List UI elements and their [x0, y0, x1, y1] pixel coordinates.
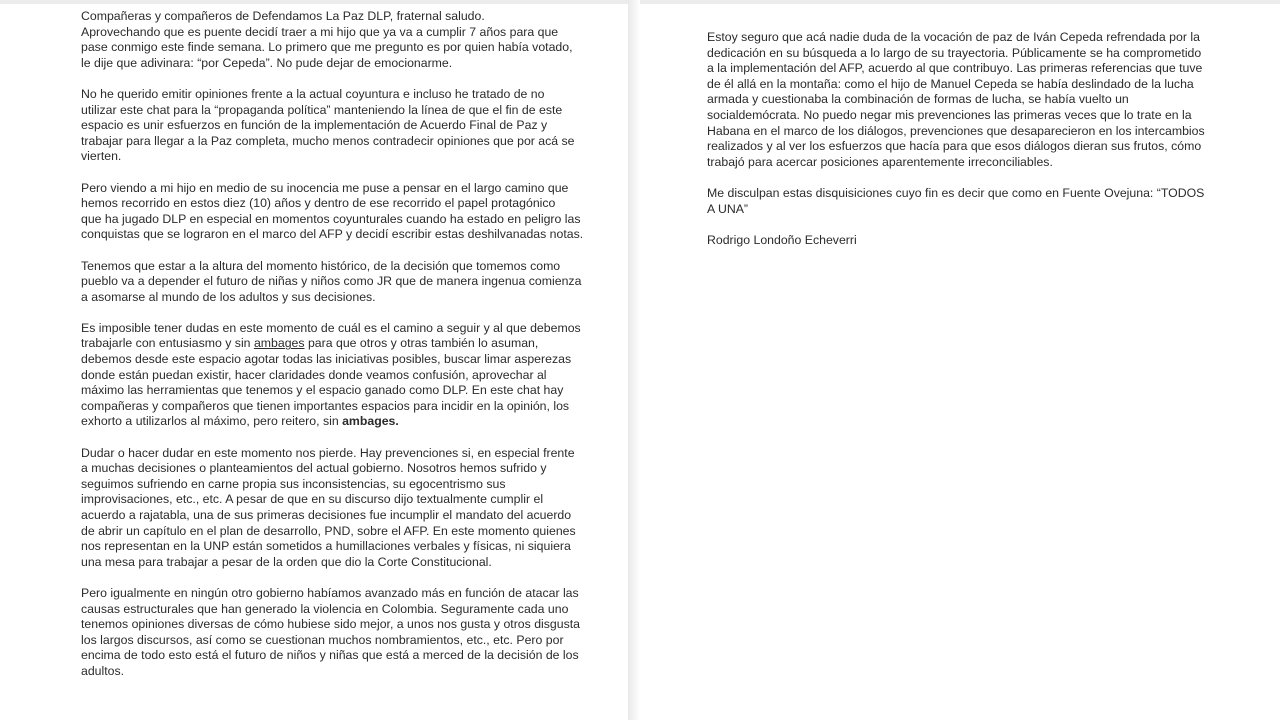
text-line: vierten. — [81, 149, 122, 164]
text-line: le dije que adivinara: “por Cepeda”. No pude dejar de emocionarme. — [81, 55, 453, 70]
text-segment: donde están puedan existir, hacer claridades donde veamos confusión, aprovechar al — [81, 367, 547, 382]
text-line: Pero viendo a mi hijo en medio de su inocencia me puse a pensar en el largo camino que — [81, 180, 569, 195]
text-line: pueblo va a depender el futuro de niñas y niños como JR que de manera ingenua comienza — [81, 274, 582, 289]
text-segment: compañeras y compañeros que tienen importantes espacios para incidir en la opinión, los — [81, 398, 570, 413]
letter-paragraph — [81, 258, 582, 306]
text-segment: debemos desde este espacio agotar todas las iniciativas posibles, buscar limar asperezas — [81, 352, 572, 367]
text-line — [81, 336, 577, 352]
letter-paragraph — [707, 186, 1203, 217]
text-line: armada y cuestionaba la combinación de formas de lucha, se había vuelto un — [707, 92, 1129, 107]
paragraph-gap — [81, 305, 577, 321]
text-segment: Es imposible tener dudas en este momento de cuál es el camino a seguir y al que debemos — [81, 320, 581, 335]
letter-text-column — [81, 9, 584, 680]
text-line — [81, 414, 577, 430]
text-line: Habana en el marco de los diálogos, prevenciones que desaparecieron en los intercambios — [707, 123, 1205, 138]
page-gutter — [628, 0, 640, 720]
paragraph-gap — [81, 243, 577, 259]
text-line — [81, 320, 581, 337]
letter-text-column — [707, 30, 1203, 248]
letter-page-left — [0, 0, 628, 720]
text-line: conquistas que se lograron en el marco del AFP y decidí escribir estas deshilvanadas notas. — [81, 227, 584, 242]
letter-page-right — [640, 0, 1280, 720]
letter-paragraph — [707, 233, 1203, 249]
text-line: una mesa para trabajar a pesar de la orden que dio la Corte Constitucional. — [81, 554, 492, 569]
text-line: A UNA” — [707, 201, 748, 216]
text-line: que ha jugado DLP en especial en momentos coyunturales cuando ha estado en peligro las — [81, 211, 581, 226]
text-line: acuerdo a rajatabla, una de sus primeras decisiones fue incumplir el mandato del acuerdo — [81, 508, 572, 522]
paragraph-gap — [707, 217, 1203, 233]
paragraph-gap — [81, 570, 577, 586]
text-line: hemos recorrido en estos diez (10) años y dentro de ese recorrido el papel protagónico — [81, 196, 556, 211]
text-line: nos representan en la UNP están sometidos a humillaciones verbales y físicas, ni siquiera — [81, 539, 571, 554]
text-line: Me disculpan estas disquisiciones cuyo fin es decir que como en Fuente Ovejuna: “TODOS — [707, 185, 1205, 200]
letter-paragraph — [81, 9, 577, 71]
text-line: Estoy seguro que acá nadie duda de la vocación de paz de Iván Cepeda refrendada por la — [707, 30, 1200, 44]
text-line: a la implementación del AFP, acuerdo al que contribuyo. Las primeras referencias que tuve — [707, 61, 1203, 76]
letter-paragraph — [81, 585, 580, 680]
text-line: Rodrigo Londoño Echeverri — [707, 232, 857, 247]
text-line: dedicación en su búsqueda a lo largo de su trayectoria. Públicamente se ha comprometido — [707, 45, 1202, 60]
letter-paragraph — [81, 320, 581, 430]
text-line: Tenemos que estar a la altura del momento histórico, de la decisión que tomemos como — [81, 258, 561, 273]
text-line: de abrir un capítulo en el plan de desarrollo, PND, sobre el AFP. En este momento quienes — [81, 523, 576, 538]
letter-paragraph — [81, 180, 584, 243]
text-line — [81, 383, 577, 399]
page-top-shade — [640, 0, 1280, 4]
emphasis-underlined: ambages — [253, 336, 305, 351]
letter-paragraph — [707, 30, 1203, 170]
text-line: Aprovechando que es puente decidí traer a mi hijo que ya va a cumplir 7 años para que — [81, 24, 559, 39]
text-line: Dudar o hacer dudar en este momento nos pierde. Hay prevenciones si, en especial frente — [81, 445, 575, 460]
text-line: espacio es unir esfuerzos en función de la implementación de Acuerdo Final de Paz y — [81, 118, 548, 133]
emphasis-bold: ambages. — [342, 414, 399, 429]
text-line: tenemos opiniones diversas de cómo hubiese sido mejor, a unos nos gusta y otros disgusta — [81, 617, 580, 632]
text-line: adultos. — [81, 663, 125, 678]
paragraph-gap — [81, 71, 577, 87]
letter-paragraph — [81, 87, 577, 165]
text-line: de él allá en la montaña: como el hijo de Manuel Cepeda se había deslindado de la lucha — [707, 76, 1194, 91]
paragraph-gap — [81, 430, 577, 446]
page-top-shade — [0, 0, 628, 4]
text-line — [81, 399, 577, 415]
paragraph-gap — [707, 170, 1203, 186]
letter-paragraph — [81, 446, 577, 571]
text-line: pase conmigo este finde semana. Lo primero que me pregunto es por quien había votado, — [81, 40, 573, 55]
text-line: los largos discursos, así como se cuestionan muchos nombramientos, etc., etc. Pero por — [81, 632, 564, 647]
text-segment: exhorto a utilizarlos al máximo, pero reitero, sin — [81, 414, 343, 429]
text-segment: para que otros y otras también lo asuman, — [304, 336, 539, 351]
text-line: improvisaciones, etc., etc. A pesar de que en su discurso dijo textualmente cumplir el — [81, 492, 544, 507]
text-line: a muchas decisiones o planteamientos del actual gobierno. Nosotros hemos sufrido y — [81, 461, 547, 476]
text-line: encima de todo esto está el futuro de niños y niñas que está a merced de la decisión de los — [81, 648, 579, 663]
text-segment: máximo las herramientas que tenemos y el espacio ganado como DLP. En este chat hay — [81, 383, 564, 398]
text-line: a asomarse al mundo de los adultos y sus decisiones. — [81, 289, 376, 304]
text-line: No he querido emitir opiniones frente a la actual coyuntura e incluso he tratado de no — [81, 86, 545, 101]
text-line — [81, 368, 577, 384]
text-line: seguimos sufriendo en carne propia sus inconsistencias, su egocentrismo sus — [81, 476, 506, 491]
text-line: trabajar para llegar a la Paz completa, mucho menos contradecir opiniones que por acá se — [81, 133, 575, 148]
text-line: realizados y al ver los esfuerzos que hacía para que esos diálogos dieran sus frutos, cómo — [707, 139, 1202, 154]
text-line: Pero igualmente en ningún otro gobierno habíamos avanzado más en función de atacar las — [81, 585, 579, 600]
text-line: Compañeras y compañeros de Defendamos La Paz DLP, fraternal saludo. — [81, 9, 485, 23]
text-line: utilizar este chat para la “propaganda política” manteniendo la línea de que el fin de este — [81, 102, 563, 117]
text-line: causas estructurales que han generado la violencia en Colombia. Seguramente cada uno — [81, 601, 569, 616]
text-segment: trabajarle con entusiasmo y sin — [81, 336, 254, 351]
text-line: trabajó para acercar posiciones aparentemente irreconciliables. — [707, 154, 1053, 169]
text-line — [81, 352, 577, 368]
paragraph-gap — [81, 165, 577, 181]
text-line: socialdemócrata. No puedo negar mis prevenciones las primeras veces que lo trate en la — [707, 107, 1192, 122]
